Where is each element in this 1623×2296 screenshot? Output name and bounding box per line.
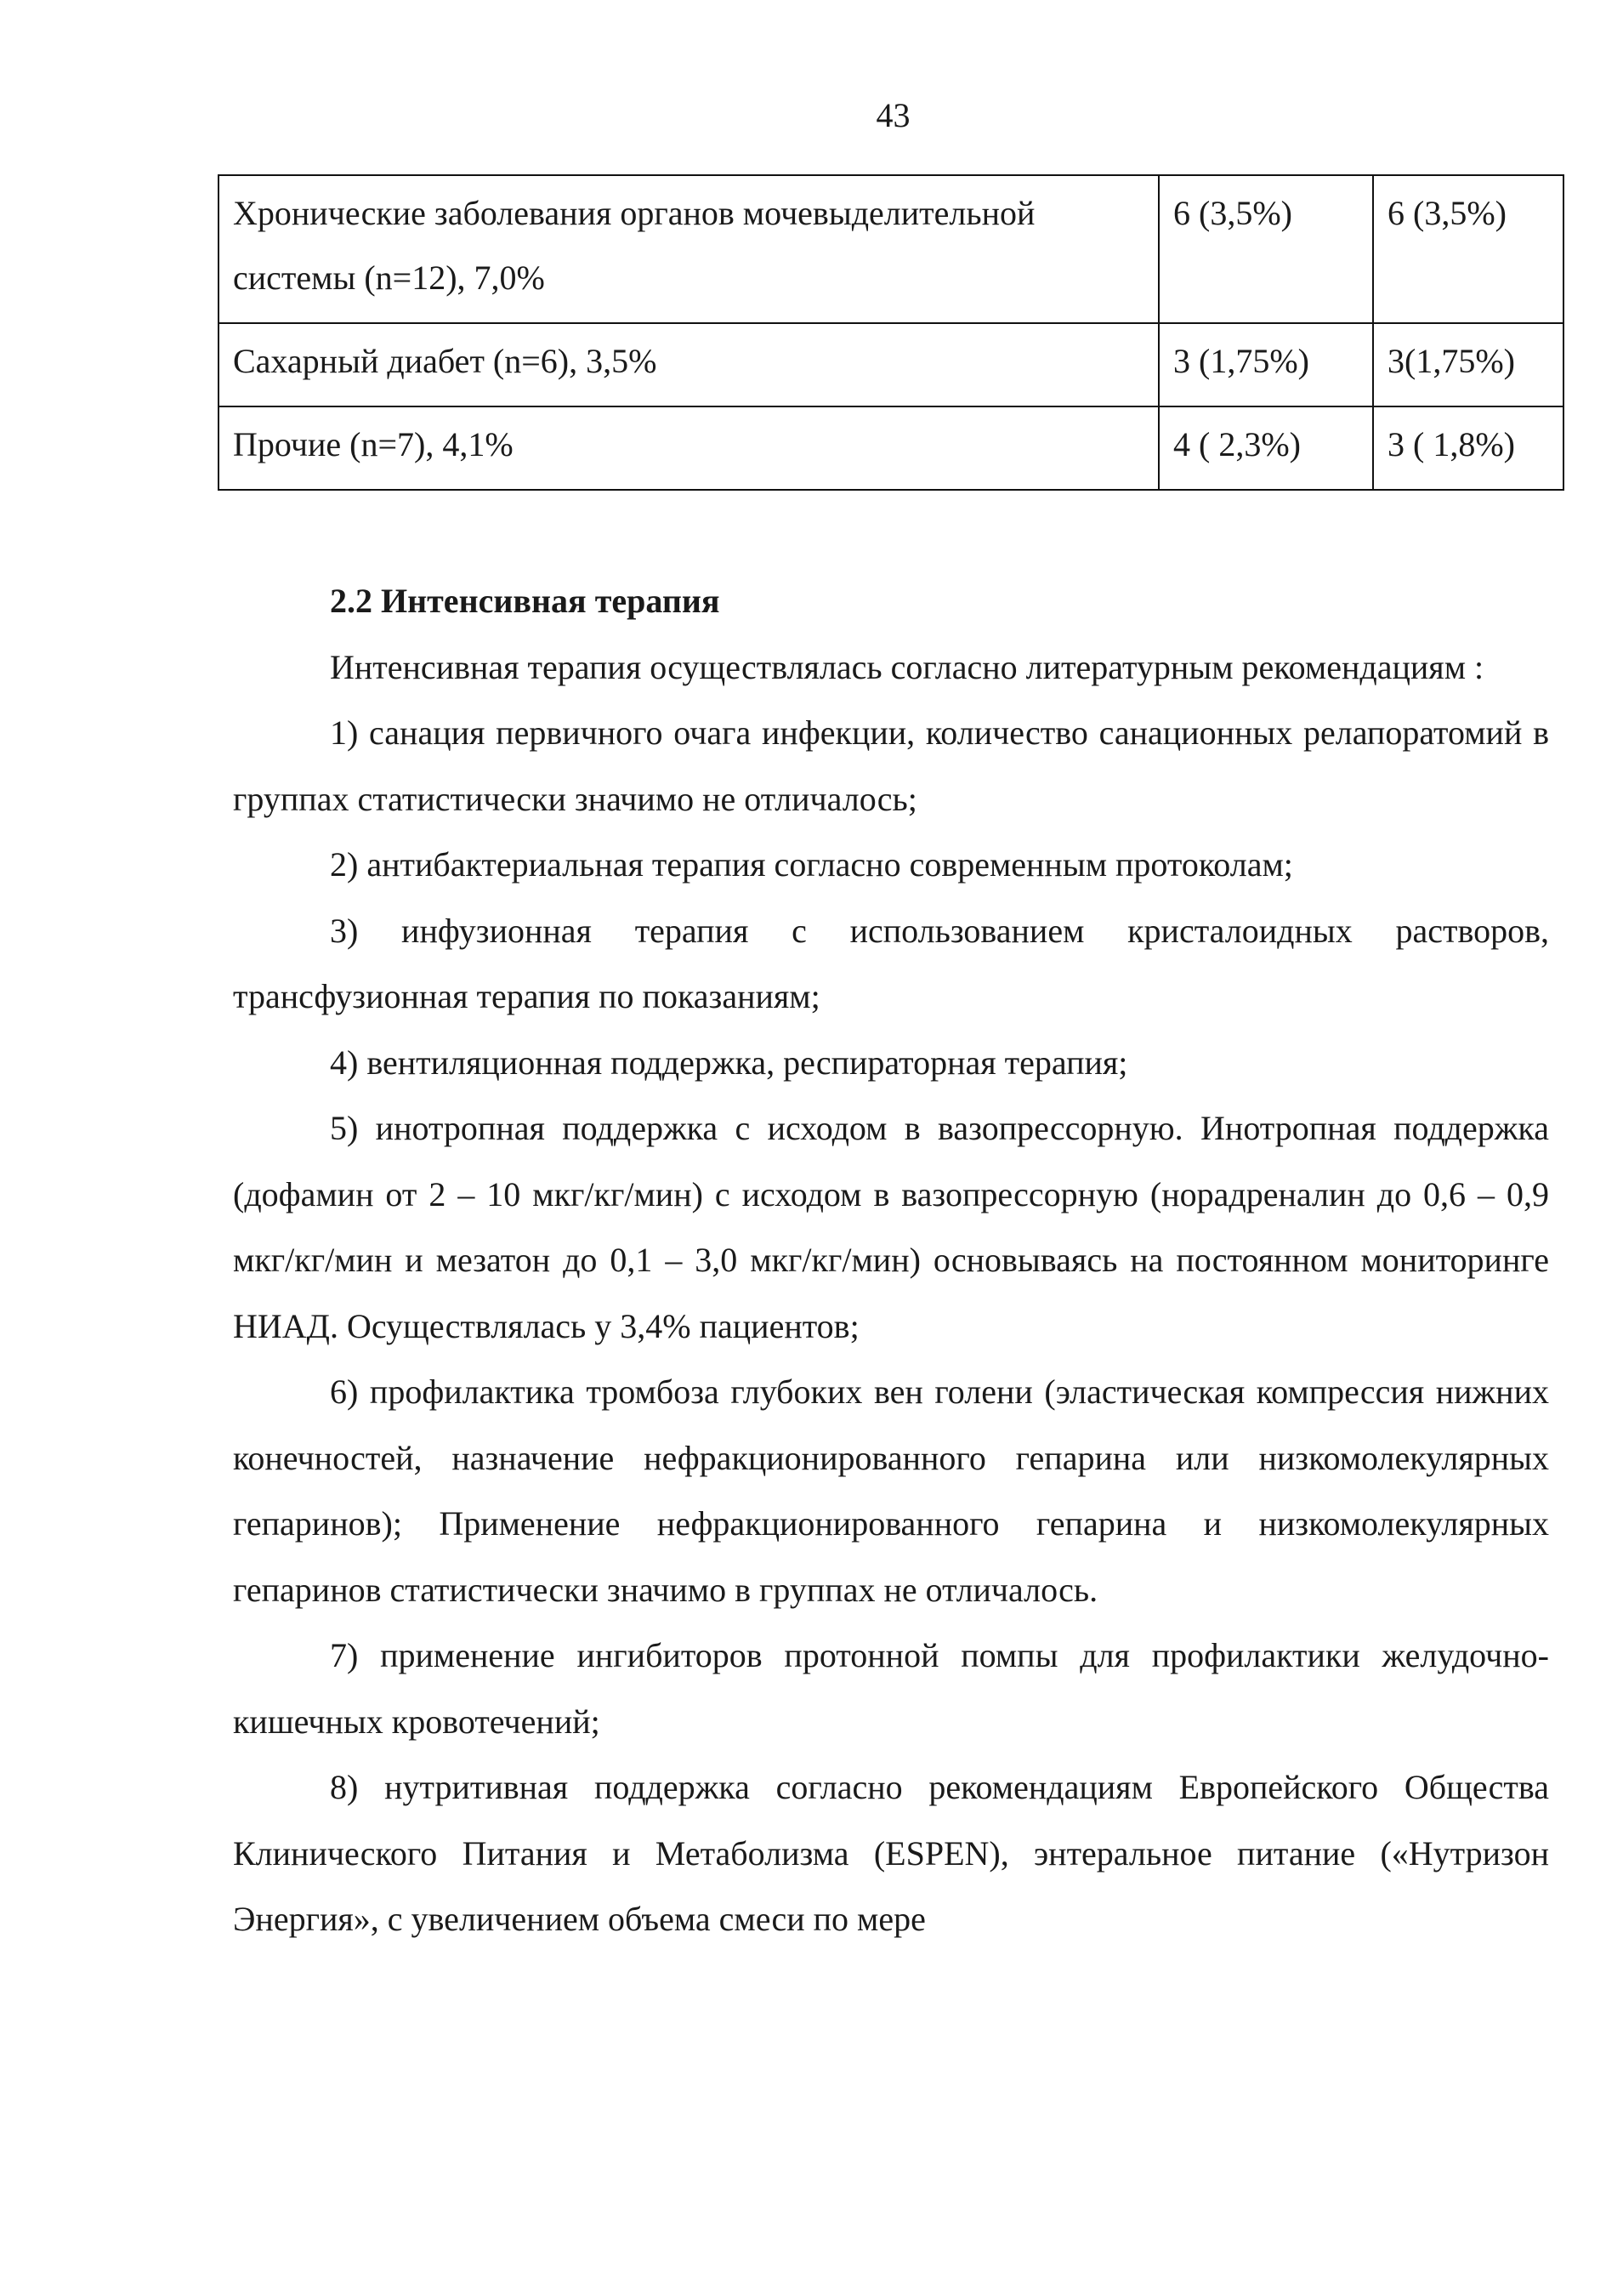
list-item: 6) профилактика тромбоза глубоких вен голени (эластическая компрессия нижних конечностей, назначение нефракционированного гепарина или низкомолекулярных гепаринов); Применение нефракционированного гепарина и низкомолекулярных гепаринов статистически значимо в группах не отличалось. <box>233 1372 1549 1609</box>
table-cell-group-b: 3(1,75%) <box>1373 323 1563 406</box>
list-item: 3) инфузионная терапия с использованием кристалоидных растворов, трансфузионная терапия по показаниям; <box>233 911 1549 1015</box>
table-cell-group-b: 6 (3,5%) <box>1373 175 1563 323</box>
table-row <box>218 406 1563 490</box>
list-item: 7) применение ингибиторов протонной помпы для профилактики желудочно-кишечных кровотечений; <box>233 1636 1549 1741</box>
table-cell-label: Прочие (n=7), 4,1% <box>218 406 1159 490</box>
section-intensive-therapy <box>233 568 1549 1952</box>
table-cell-group-a: 4 ( 2,3%) <box>1159 406 1373 490</box>
table-row <box>218 175 1563 323</box>
list-item: 1) санация первичного очага инфекции, количество санационных релапоратомий в группах статистически значимо не отличалось; <box>233 713 1549 818</box>
table-cell-label: Хронические заболевания органов мочевыделительной системы (n=12), 7,0% <box>218 175 1159 323</box>
table-cell-group-a: 3 (1,75%) <box>1159 323 1373 406</box>
page-number: 43 <box>876 96 911 134</box>
table-cell-label: Сахарный диабет (n=6), 3,5% <box>218 323 1159 406</box>
table-cell-group-b: 3 ( 1,8%) <box>1373 406 1563 490</box>
table-cell-group-a: 6 (3,5%) <box>1159 175 1373 323</box>
section-heading: 2.2 Интенсивная терапия <box>330 582 720 620</box>
list-item: 4) вентиляционная поддержка, респираторная терапия; <box>330 1043 1128 1082</box>
intro-paragraph: Интенсивная терапия осуществлялась согласно литературным рекомендациям : <box>330 647 1484 686</box>
table-row <box>218 323 1563 406</box>
list-item: 2) антибактериальная терапия согласно современным протоколам; <box>330 845 1293 884</box>
list-item: 5) инотропная поддержка с исходом в вазопрессорную. Инотропная поддержка (дофамин от 2 – 10 мкг/кг/мин) с исходом в вазопрессорную (норадреналин до 0,6 – 0,9 мкг/кг/мин и мезатон до 0,1 – 3,0 мкг/кг/мин) основываясь на постоянном мониторинге НИАД. Осуществлялась у 3,4% пациентов; <box>233 1109 1549 1345</box>
comorbidity-table <box>218 174 1564 491</box>
list-item: 8) нутритивная поддержка согласно рекомендациям Европейского Общества Клинического Питания и Метаболизма (ESPEN), энтеральное питание («Нутризон Энергия», с увеличением объема смеси по мере <box>233 1768 1549 1938</box>
